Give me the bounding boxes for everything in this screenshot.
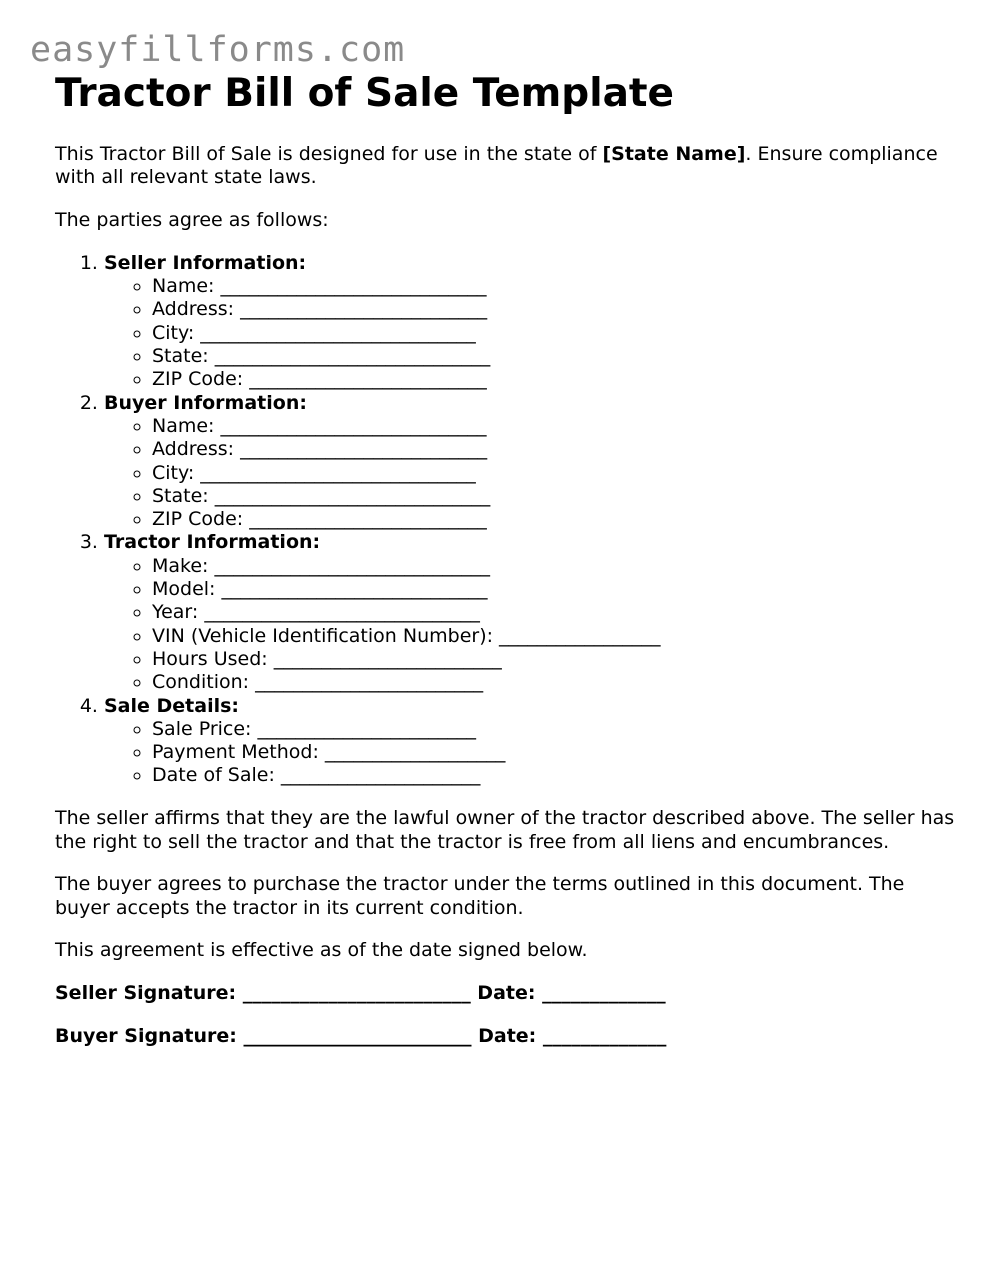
intro-suffix: . Ensure compliance with all relevant state laws. (55, 143, 938, 189)
section-heading: Seller Information: (104, 251, 307, 274)
field-tractor-hours[interactable]: ◦ Hours Used: ________________________ (152, 648, 955, 671)
section-seller-information (104, 252, 955, 392)
field-buyer-state[interactable]: ◦ State: _____________________________ (152, 485, 955, 508)
field-seller-name[interactable]: ◦ Name: ____________________________ (152, 275, 955, 298)
section-sale-details (104, 695, 955, 788)
field-seller-state[interactable]: ◦ State: _____________________________ (152, 345, 955, 368)
field-list (104, 275, 955, 391)
affirmation-paragraph: The seller affirms that they are the lawful owner of the tractor described above. The seller has the right to sell the tractor and that the tractor is free from all liens and encumbrances. (55, 807, 955, 853)
parties-paragraph: The parties agree as follows: (55, 209, 329, 232)
document-title: Tractor Bill of Sale Template (55, 71, 674, 116)
field-seller-zip[interactable]: ◦ ZIP Code: _________________________ (152, 368, 955, 391)
effective-paragraph: This agreement is effective as of the date signed below. (55, 939, 588, 962)
field-list (104, 415, 955, 531)
field-list (104, 718, 955, 788)
watermark-logo: easyfillforms.com (30, 30, 406, 70)
field-tractor-year[interactable]: ◦ Year: _____________________________ (152, 601, 955, 624)
field-tractor-make[interactable]: ◦ Make: _____________________________ (152, 555, 955, 578)
field-payment-method[interactable]: ◦ Payment Method: ___________________ (152, 741, 955, 764)
field-tractor-model[interactable]: ◦ Model: ____________________________ (152, 578, 955, 601)
field-sale-price[interactable]: ◦ Sale Price: _______________________ (152, 718, 955, 741)
field-buyer-name[interactable]: ◦ Name: ____________________________ (152, 415, 955, 438)
buyer-signature-line[interactable]: Buyer Signature: ________________________ Date: _____________ (55, 1025, 667, 1047)
field-buyer-zip[interactable]: ◦ ZIP Code: _________________________ (152, 508, 955, 531)
state-name-placeholder: [State Name] (602, 143, 746, 165)
field-buyer-city[interactable]: ◦ City: _____________________________ (152, 462, 955, 485)
section-buyer-information (104, 392, 955, 532)
seller-signature-line[interactable]: Seller Signature: ________________________ Date: _____________ (55, 982, 666, 1005)
intro-prefix: This Tractor Bill of Sale is designed for use in the state of (55, 143, 603, 165)
section-tractor-information (104, 531, 955, 694)
sections-container (55, 252, 955, 788)
section-heading: Buyer Information: (104, 391, 307, 414)
intro-paragraph (55, 143, 955, 190)
field-buyer-address[interactable]: ◦ Address: __________________________ (152, 438, 955, 461)
field-seller-city[interactable]: ◦ City: _____________________________ (152, 322, 955, 345)
section-heading: Sale Details: (104, 694, 240, 717)
field-tractor-condition[interactable]: ◦ Condition: ________________________ (152, 671, 955, 694)
sections-list (55, 252, 955, 788)
field-list (104, 555, 955, 695)
section-heading: Tractor Information: (104, 531, 321, 554)
field-date-of-sale[interactable]: ◦ Date of Sale: _____________________ (152, 764, 955, 787)
field-seller-address[interactable]: ◦ Address: __________________________ (152, 298, 955, 321)
field-tractor-vin[interactable]: ◦ VIN (Vehicle Identification Number): _________________ (152, 625, 955, 648)
document-body (55, 143, 955, 1068)
buyer-agreement-paragraph: The buyer agrees to purchase the tractor under the terms outlined in this document. The buyer accepts the tractor in its current condition. (55, 873, 905, 919)
